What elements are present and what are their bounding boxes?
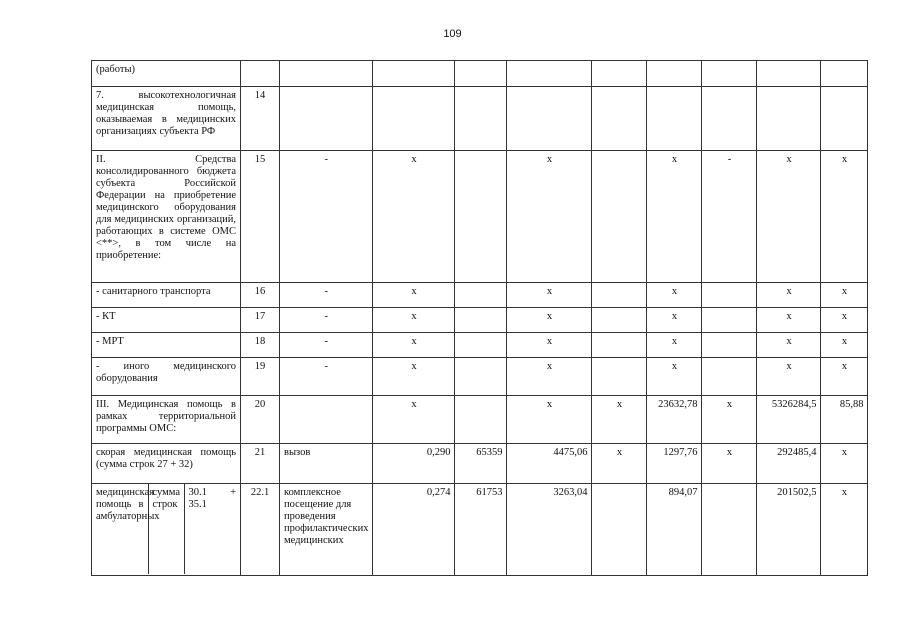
value-cell: х	[757, 308, 821, 333]
row-name: - КТ	[92, 308, 241, 333]
value-cell	[702, 484, 757, 576]
value-cell: х	[647, 283, 702, 308]
value-cell	[373, 61, 455, 87]
table-row	[92, 484, 868, 576]
row-number: 22.1	[241, 484, 280, 576]
unit-cell: -	[280, 283, 373, 308]
value-cell: х	[373, 333, 455, 358]
value-cell: 894,07	[647, 484, 702, 576]
value-cell: х	[757, 283, 821, 308]
value-cell	[455, 151, 507, 283]
value-cell: 65359	[455, 444, 507, 484]
value-cell: -	[702, 151, 757, 283]
unit-cell	[280, 87, 373, 151]
unit-cell: комплексное посещение для проведения профилактических медицинских	[280, 484, 373, 576]
row-number: 17	[241, 308, 280, 333]
row-number: 19	[241, 358, 280, 396]
value-cell: 201502,5	[757, 484, 821, 576]
table-row	[92, 444, 868, 484]
row-name-cell	[92, 484, 241, 576]
row-name: - иного медицинского оборудования	[92, 358, 241, 396]
page-number: 109	[443, 28, 462, 40]
value-cell	[592, 61, 647, 87]
value-cell	[592, 358, 647, 396]
unit-cell	[280, 396, 373, 444]
table-row	[92, 61, 868, 87]
value-cell: 0,274	[373, 484, 455, 576]
value-cell: х	[507, 151, 592, 283]
value-cell	[821, 87, 868, 151]
value-cell	[592, 484, 647, 576]
row-name-part: медицинская помощь в амбулаторных	[92, 484, 148, 574]
value-cell: х	[821, 484, 868, 576]
value-cell	[702, 358, 757, 396]
unit-cell: -	[280, 358, 373, 396]
value-cell	[455, 87, 507, 151]
unit-cell: -	[280, 308, 373, 333]
value-cell: х	[507, 308, 592, 333]
value-cell: х	[507, 396, 592, 444]
table-row	[92, 396, 868, 444]
value-cell	[647, 61, 702, 87]
row-number: 14	[241, 87, 280, 151]
value-cell: х	[821, 444, 868, 484]
value-cell: х	[647, 333, 702, 358]
value-cell: х	[702, 396, 757, 444]
value-cell: х	[821, 151, 868, 283]
row-number	[241, 61, 280, 87]
value-cell: 3263,04	[507, 484, 592, 576]
value-cell: 85,88	[821, 396, 868, 444]
row-number: 21	[241, 444, 280, 484]
row-name-subtable	[92, 484, 240, 574]
value-cell	[647, 87, 702, 151]
row-name: II. Средства консолидированного бюджета субъекта Российской Федерации на приобретение медицинского оборудования для медицинских организаций, работающих в системе ОМС <**>, в том числе на приобретение:	[92, 151, 241, 283]
value-cell	[757, 61, 821, 87]
value-cell: х	[507, 283, 592, 308]
row-number: 15	[241, 151, 280, 283]
value-cell	[455, 333, 507, 358]
row-name: III. Медицинская помощь в рамках территориальной программы ОМС:	[92, 396, 241, 444]
value-cell: х	[647, 151, 702, 283]
value-cell: х	[757, 333, 821, 358]
value-cell: х	[757, 151, 821, 283]
table-row	[92, 87, 868, 151]
value-cell	[455, 61, 507, 87]
row-name: - санитарного транспорта	[92, 283, 241, 308]
value-cell	[702, 333, 757, 358]
unit-cell: -	[280, 151, 373, 283]
value-cell	[757, 87, 821, 151]
row-name-part: сумма строк	[148, 484, 184, 574]
unit-cell: вызов	[280, 444, 373, 484]
table-row	[92, 151, 868, 283]
row-number: 18	[241, 333, 280, 358]
value-cell: х	[821, 283, 868, 308]
value-cell	[702, 308, 757, 333]
value-cell	[592, 151, 647, 283]
value-cell: 5326284,5	[757, 396, 821, 444]
value-cell: х	[702, 444, 757, 484]
table-row	[92, 283, 868, 308]
row-name: 7. высокотехнологичная медицинская помощь, оказываемая в медицинских организациях субъекта РФ	[92, 87, 241, 151]
value-cell	[455, 358, 507, 396]
value-cell: х	[507, 358, 592, 396]
value-cell: х	[373, 283, 455, 308]
value-cell	[373, 87, 455, 151]
value-cell: х	[373, 396, 455, 444]
value-cell: х	[373, 308, 455, 333]
value-cell: х	[757, 358, 821, 396]
row-number: 16	[241, 283, 280, 308]
value-cell	[455, 283, 507, 308]
value-cell: х	[373, 151, 455, 283]
value-cell: х	[647, 308, 702, 333]
table-row	[92, 358, 868, 396]
value-cell	[507, 87, 592, 151]
value-cell: х	[821, 358, 868, 396]
value-cell: х	[373, 358, 455, 396]
table-row	[92, 333, 868, 358]
value-cell: х	[821, 333, 868, 358]
row-name: скорая медицинская помощь (сумма строк 27 + 32)	[92, 444, 241, 484]
value-cell	[507, 61, 592, 87]
value-cell	[821, 61, 868, 87]
value-cell: 61753	[455, 484, 507, 576]
value-cell	[592, 283, 647, 308]
value-cell: х	[592, 444, 647, 484]
row-name-part: 30.1 + 35.1	[188, 487, 236, 510]
unit-cell	[280, 61, 373, 87]
value-cell	[592, 308, 647, 333]
unit-cell: -	[280, 333, 373, 358]
value-cell	[592, 333, 647, 358]
value-cell	[702, 283, 757, 308]
value-cell: х	[647, 358, 702, 396]
funding-table	[91, 60, 868, 576]
row-name: (работы)	[92, 61, 241, 87]
value-cell: х	[507, 333, 592, 358]
value-cell: х	[821, 308, 868, 333]
row-name: - МРТ	[92, 333, 241, 358]
value-cell: 23632,78	[647, 396, 702, 444]
value-cell: х	[592, 396, 647, 444]
table-row	[92, 308, 868, 333]
value-cell	[702, 61, 757, 87]
value-cell	[455, 308, 507, 333]
value-cell: 0,290	[373, 444, 455, 484]
value-cell	[702, 87, 757, 151]
value-cell	[592, 87, 647, 151]
value-cell: 292485,4	[757, 444, 821, 484]
value-cell: 1297,76	[647, 444, 702, 484]
row-number: 20	[241, 396, 280, 444]
value-cell	[455, 396, 507, 444]
value-cell: 4475,06	[507, 444, 592, 484]
